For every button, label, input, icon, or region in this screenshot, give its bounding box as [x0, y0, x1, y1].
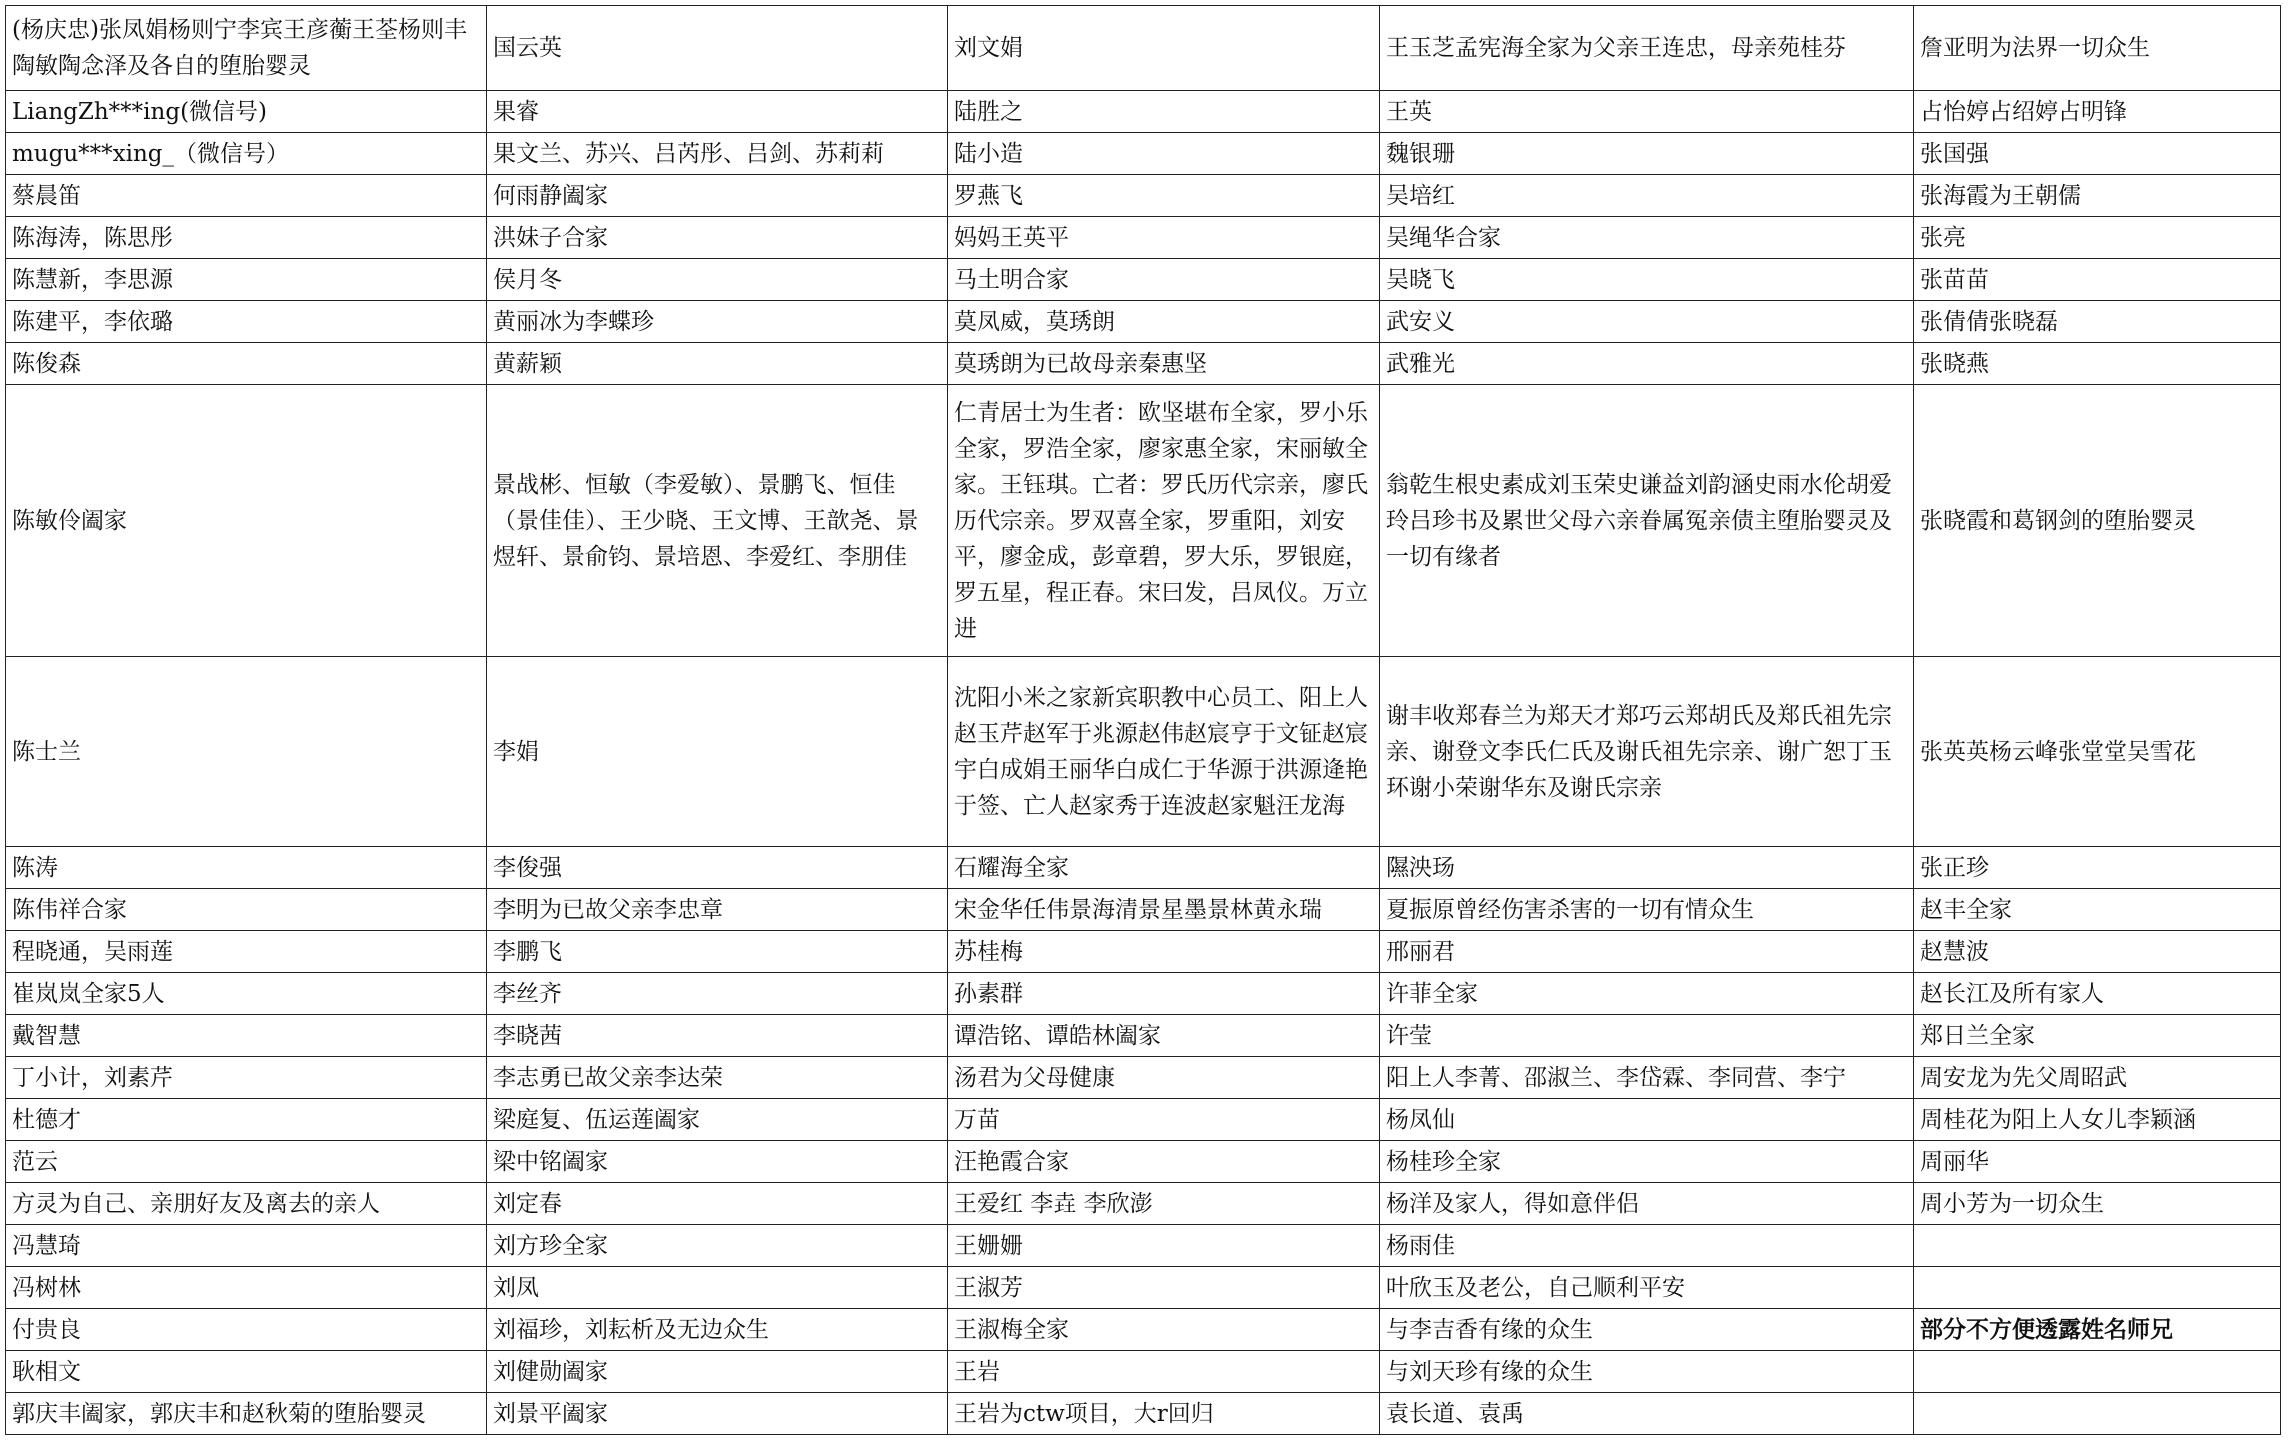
table-cell: 马土明合家 — [948, 259, 1380, 301]
table-cell — [1914, 1225, 2281, 1267]
table-cell: 夏振原曾经伤害杀害的一切有情众生 — [1380, 889, 1914, 931]
table-cell: 果文兰、苏兴、吕芮彤、吕剑、苏莉莉 — [487, 133, 948, 175]
table-cell: 梁中铭阖家 — [487, 1141, 948, 1183]
table-cell: 周小芳为一切众生 — [1914, 1183, 2281, 1225]
table-cell: 王淑梅全家 — [948, 1309, 1380, 1351]
table-cell: 刘凤 — [487, 1267, 948, 1309]
table-cell — [1914, 1267, 2281, 1309]
table-cell: 王英 — [1380, 91, 1914, 133]
table-cell: 万苗 — [948, 1099, 1380, 1141]
table-cell: 杨桂珍全家 — [1380, 1141, 1914, 1183]
table-cell: 刘定春 — [487, 1183, 948, 1225]
table-cell: 汪艳霞合家 — [948, 1141, 1380, 1183]
table-cell: 隰泱玚 — [1380, 847, 1914, 889]
table-cell: 国云英 — [487, 6, 948, 91]
table-cell: 景战彬、恒敏（李爱敏）、景鹏飞、恒佳（景佳佳）、王少晓、王文博、王歆尧、景煜轩、景俞钧、景培恩、李爱红、李朋佳 — [487, 385, 948, 657]
table-row — [6, 343, 2281, 385]
table-row — [6, 217, 2281, 259]
table-cell: 阳上人李菁、邵淑兰、李岱霖、李同营、李宁 — [1380, 1057, 1914, 1099]
table-cell: 冯树林 — [6, 1267, 487, 1309]
table-cell: 杨凤仙 — [1380, 1099, 1914, 1141]
table-cell: 杨洋及家人，得如意伴侣 — [1380, 1183, 1914, 1225]
table-cell: 王姗姗 — [948, 1225, 1380, 1267]
table-cell: 罗燕飞 — [948, 175, 1380, 217]
table-cell: (杨庆忠)张凤娟杨则宁李宾王彦蘅王荃杨则丰陶敏陶念泽及各自的堕胎婴灵 — [6, 6, 487, 91]
table-cell: 李明为已故父亲李忠章 — [487, 889, 948, 931]
table-cell: 武雅光 — [1380, 343, 1914, 385]
table-cell: 李晓茜 — [487, 1015, 948, 1057]
table-cell: 陈士兰 — [6, 657, 487, 847]
table-row — [6, 175, 2281, 217]
table-cell: 谢丰收郑春兰为郑天才郑巧云郑胡氏及郑氏祖先宗亲、谢登文李氏仁氏及谢氏祖先宗亲、谢广恕丁玉环谢小荣谢华东及谢氏宗亲 — [1380, 657, 1914, 847]
table-cell: 仁青居士为生者：欧坚堪布全家，罗小乐全家，罗浩全家，廖家惠全家，宋丽敏全家。王钰琪。亡者：罗氏历代宗亲，廖氏历代宗亲。罗双喜全家，罗重阳，刘安平，廖金成，彭章碧，罗大乐，罗银庭，罗五星，程正春。宋曰发，吕凤仪。万立进 — [948, 385, 1380, 657]
table-cell: 蔡晨笛 — [6, 175, 487, 217]
table-cell — [1914, 1393, 2281, 1435]
table-cell: 詹亚明为法界一切众生 — [1914, 6, 2281, 91]
table-row — [6, 1351, 2281, 1393]
table-cell: 莫琇朗为已故母亲秦惠坚 — [948, 343, 1380, 385]
table-row — [6, 889, 2281, 931]
table-cell: 杨雨佳 — [1380, 1225, 1914, 1267]
dedication-name-table — [5, 5, 2281, 1435]
table-cell: 吴绳华合家 — [1380, 217, 1914, 259]
table-cell: 张英英杨云峰张堂堂吴雪花 — [1914, 657, 2281, 847]
table-cell: 范云 — [6, 1141, 487, 1183]
table-cell: 梁庭复、伍运莲阖家 — [487, 1099, 948, 1141]
table-row — [6, 847, 2281, 889]
table-cell: 与李吉香有缘的众生 — [1380, 1309, 1914, 1351]
table-row — [6, 1099, 2281, 1141]
table-cell: 翁乾生根史素成刘玉荣史谦益刘韵涵史雨水伦胡爱玲吕珍书及累世父母六亲眷属冤亲债主堕胎婴灵及一切有缘者 — [1380, 385, 1914, 657]
table-row — [6, 6, 2281, 91]
table-cell: 何雨静阖家 — [487, 175, 948, 217]
table-cell: 付贵良 — [6, 1309, 487, 1351]
table-row — [6, 1141, 2281, 1183]
table-cell: 陈俊森 — [6, 343, 487, 385]
table-cell: 果睿 — [487, 91, 948, 133]
table-body — [6, 6, 2281, 1435]
table-cell: 陆胜之 — [948, 91, 1380, 133]
table-row — [6, 259, 2281, 301]
table-cell: 周安龙为先父周昭武 — [1914, 1057, 2281, 1099]
table-cell: 赵长江及所有家人 — [1914, 973, 2281, 1015]
table-cell: 李丝齐 — [487, 973, 948, 1015]
table-row — [6, 1393, 2281, 1435]
table-cell: 杜德才 — [6, 1099, 487, 1141]
table-cell: 王岩 — [948, 1351, 1380, 1393]
table-cell: 陈敏伶阖家 — [6, 385, 487, 657]
table-cell: 占怡婷占绍婷占明锋 — [1914, 91, 2281, 133]
table-row — [6, 301, 2281, 343]
table-cell: 张苗苗 — [1914, 259, 2281, 301]
table-cell: 张晓霞和葛钢剑的堕胎婴灵 — [1914, 385, 2281, 657]
table-row — [6, 657, 2281, 847]
table-cell: 洪妹子合家 — [487, 217, 948, 259]
table-row — [6, 1267, 2281, 1309]
table-cell: 程晓通，吴雨莲 — [6, 931, 487, 973]
table-cell: 崔岚岚全家5人 — [6, 973, 487, 1015]
table-row — [6, 91, 2281, 133]
table-cell: 郑日兰全家 — [1914, 1015, 2281, 1057]
table-cell: 石耀海全家 — [948, 847, 1380, 889]
table-cell: 陆小造 — [948, 133, 1380, 175]
table-row — [6, 133, 2281, 175]
table-cell: 沈阳小米之家新宾职教中心员工、阳上人赵玉芹赵军于兆源赵伟赵宸亨于文钲赵宸宇白成娟王丽华白成仁于华源于洪源逄艳于签、亡人赵家秀于连波赵家魁汪龙海 — [948, 657, 1380, 847]
table-cell: 李鹏飞 — [487, 931, 948, 973]
table-cell: 刘方珍全家 — [487, 1225, 948, 1267]
table-cell: 陈建平，李依璐 — [6, 301, 487, 343]
table-cell: 王玉芝孟宪海全家为父亲王连忠，母亲苑桂芬 — [1380, 6, 1914, 91]
table-cell: 冯慧琦 — [6, 1225, 487, 1267]
table-cell: 吴培红 — [1380, 175, 1914, 217]
table-cell: 赵慧波 — [1914, 931, 2281, 973]
table-cell: 张倩倩张晓磊 — [1914, 301, 2281, 343]
table-cell: 陈涛 — [6, 847, 487, 889]
table-cell: 周丽华 — [1914, 1141, 2281, 1183]
table-cell: 黄薪颖 — [487, 343, 948, 385]
table-cell: 王岩为ctw项目，大r回归 — [948, 1393, 1380, 1435]
table-cell: 王爱红 李垚 李欣澎 — [948, 1183, 1380, 1225]
table-cell: 刘文娟 — [948, 6, 1380, 91]
table-cell: 魏银珊 — [1380, 133, 1914, 175]
table-cell: 张正珍 — [1914, 847, 2281, 889]
table-row — [6, 1225, 2281, 1267]
table-cell: 叶欣玉及老公，自己顺利平安 — [1380, 1267, 1914, 1309]
table-row — [6, 973, 2281, 1015]
table-cell: 莫凤威，莫琇朗 — [948, 301, 1380, 343]
table-row — [6, 1057, 2281, 1099]
table-cell: 陈慧新，李思源 — [6, 259, 487, 301]
table-cell: 丁小计，刘素芹 — [6, 1057, 487, 1099]
table-cell: 耿相文 — [6, 1351, 487, 1393]
table-cell: 谭浩铭、谭皓林阖家 — [948, 1015, 1380, 1057]
table-row — [6, 385, 2281, 657]
table-cell: 妈妈王英平 — [948, 217, 1380, 259]
table-cell: 吴晓飞 — [1380, 259, 1914, 301]
table-cell: 赵丰全家 — [1914, 889, 2281, 931]
table-cell: 李娟 — [487, 657, 948, 847]
table-cell: 陈伟祥合家 — [6, 889, 487, 931]
table-cell: 汤君为父母健康 — [948, 1057, 1380, 1099]
table-cell: 方灵为自己、亲朋好友及离去的亲人 — [6, 1183, 487, 1225]
table-cell: 张晓燕 — [1914, 343, 2281, 385]
table-cell: 孙素群 — [948, 973, 1380, 1015]
table-cell: 周桂花为阳上人女儿李颖涵 — [1914, 1099, 2281, 1141]
table-cell: 张国强 — [1914, 133, 2281, 175]
table-cell: 郭庆丰阖家，郭庆丰和赵秋菊的堕胎婴灵 — [6, 1393, 487, 1435]
table-cell: mugu***xing_（微信号） — [6, 133, 487, 175]
table-row — [6, 1309, 2281, 1351]
table-cell: 刘景平阖家 — [487, 1393, 948, 1435]
table-cell: 与刘天珍有缘的众生 — [1380, 1351, 1914, 1393]
table-cell: 李俊强 — [487, 847, 948, 889]
table-cell: 许菲全家 — [1380, 973, 1914, 1015]
table-cell: 袁长道、袁禹 — [1380, 1393, 1914, 1435]
table-cell: 戴智慧 — [6, 1015, 487, 1057]
table-cell: 陈海涛，陈思彤 — [6, 217, 487, 259]
table-cell: 侯月冬 — [487, 259, 948, 301]
table-cell: LiangZh***ing(微信号) — [6, 91, 487, 133]
table-row — [6, 1183, 2281, 1225]
table-cell: 宋金华任伟景海清景星墨景林黄永瑞 — [948, 889, 1380, 931]
table-cell: 王淑芳 — [948, 1267, 1380, 1309]
table-row — [6, 1015, 2281, 1057]
table-cell: 苏桂梅 — [948, 931, 1380, 973]
table-cell: 武安义 — [1380, 301, 1914, 343]
table-cell: 张亮 — [1914, 217, 2281, 259]
table-cell: 刘健勋阖家 — [487, 1351, 948, 1393]
table-cell: 黄丽冰为李蝶珍 — [487, 301, 948, 343]
table-row — [6, 931, 2281, 973]
table-cell — [1914, 1351, 2281, 1393]
table-cell: 许莹 — [1380, 1015, 1914, 1057]
table-cell: 张海霞为王朝儒 — [1914, 175, 2281, 217]
table-cell: 邢丽君 — [1380, 931, 1914, 973]
table-cell: 部分不方便透露姓名师兄 — [1914, 1309, 2281, 1351]
table-cell: 刘福珍，刘耘析及无边众生 — [487, 1309, 948, 1351]
table-cell: 李志勇已故父亲李达荣 — [487, 1057, 948, 1099]
